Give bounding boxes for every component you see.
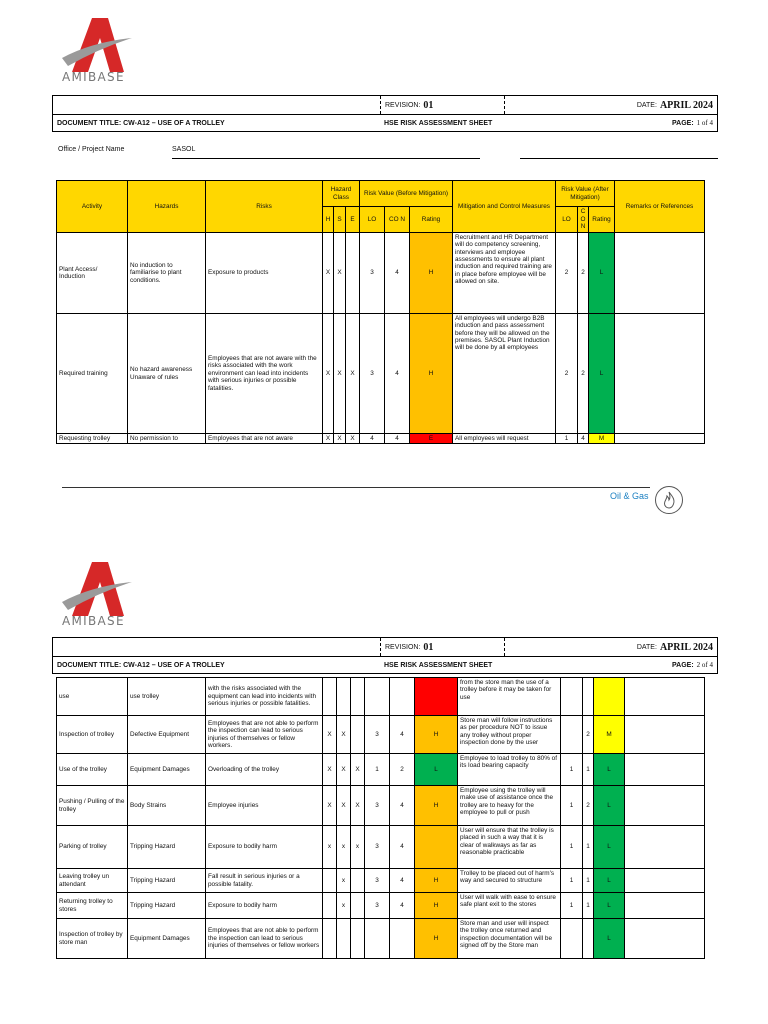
cell-lo-after: 2 [556, 233, 578, 314]
cell-con: 4 [390, 869, 415, 893]
cell-con-after: 1 [583, 893, 594, 919]
cell-rating-after: L [594, 826, 625, 869]
cell-s: X [337, 716, 351, 754]
risk-table-page1 [56, 180, 705, 444]
col-lo-after: LO [556, 207, 578, 233]
cell-lo: 3 [365, 893, 390, 919]
cell-e: X [346, 434, 360, 444]
cell-rating: H [415, 869, 458, 893]
cell-remarks [615, 233, 705, 314]
cell-mitigation: All employees will undergo B2B induction and pass assessment before they will be allowed on the premises. SASOL Plant Induction will be done by all employees [453, 314, 556, 434]
col-rv-before: Risk Value (Before Mitigation) [360, 181, 453, 207]
table-row [57, 786, 705, 826]
sheet-name: HSE RISK ASSESSMENT SHEET [384, 119, 493, 127]
cell-s: X [334, 314, 346, 434]
cell-lo-after: 1 [561, 826, 583, 869]
cell-risks: with the risks associated with the equipment can lead into incidents with serious injuries or possible fatalities. [206, 678, 323, 716]
doc-title: DOCUMENT TITLE: CW-A12 – USE OF A TROLLEY [57, 661, 225, 669]
cell-risks: Employees that are not aware with the risks associated with the work environment can lead into incidents with serious injuries or possible fatalities. [206, 314, 323, 434]
cell-e: X [346, 314, 360, 434]
logo-a-icon [62, 562, 132, 616]
col-lo: LO [360, 207, 385, 233]
amibase-logo [62, 18, 132, 84]
revision-value: 01 [423, 641, 434, 653]
cell-hazards: Equipment Damages [128, 919, 206, 959]
cell-rating: H [410, 314, 453, 434]
cell-con [390, 678, 415, 716]
cell-s: x [337, 893, 351, 919]
cell-activity: Returning trolley to stores [57, 893, 128, 919]
cell-con-after: 4 [578, 434, 589, 444]
cell-mitigation: All employees will request [453, 434, 556, 444]
cell-con-after [583, 919, 594, 959]
cell-rating: H [415, 893, 458, 919]
cell-mitigation: Trolley to be placed out of harm's way and secured to structure [458, 869, 561, 893]
cell-s [337, 678, 351, 716]
cell-hazards: No hazard awareness Unaware of rules [128, 314, 206, 434]
cell-h: X [323, 233, 334, 314]
cell-lo-after: 1 [561, 893, 583, 919]
cell-rating-after: L [594, 869, 625, 893]
footer-divider [62, 487, 650, 488]
cell-s: x [337, 826, 351, 869]
cell-mitigation: Employee to load trolley to 80% of its load bearing capacity [458, 754, 561, 786]
logo-a-icon [62, 18, 132, 72]
cell-lo: 3 [360, 233, 385, 314]
date-label: DATE: [636, 101, 657, 109]
cell-rating-after: L [594, 919, 625, 959]
cell-rating-after [594, 678, 625, 716]
office-value-line [172, 158, 480, 159]
cell-con: 2 [390, 754, 415, 786]
table-row [57, 826, 705, 869]
cell-remarks [625, 716, 705, 754]
cell-e [351, 716, 365, 754]
cell-lo: 3 [365, 716, 390, 754]
col-rv-after: Risk Value (After Mitigation) [556, 181, 615, 207]
col-hazards: Hazards [128, 181, 206, 233]
cell-con: 4 [390, 786, 415, 826]
cell-activity: Requesting trolley [57, 434, 128, 444]
cell-mitigation: Employee using the trolley will make use of assistance once the trolley are to heavy for the employee to pull or push [458, 786, 561, 826]
cell-hazards: use trolley [128, 678, 206, 716]
col-remarks: Remarks or References [615, 181, 705, 233]
cell-risks: Exposure to bodily harm [206, 893, 323, 919]
cell-lo: 3 [365, 826, 390, 869]
project-meta [58, 146, 720, 153]
col-activity: Activity [57, 181, 128, 233]
doc-title: DOCUMENT TITLE: CW-A12 – USE OF A TROLLEY [57, 119, 225, 127]
cell-remarks [625, 786, 705, 826]
office-value: SASOL [172, 146, 196, 153]
table-row [57, 434, 705, 444]
blank-line [520, 158, 718, 159]
col-h: H [323, 207, 334, 233]
revision-label: REVISION: [385, 643, 421, 651]
office-label: Office / Project Name [58, 146, 125, 153]
cell-rating: H [415, 919, 458, 959]
cell-lo: 3 [360, 314, 385, 434]
cell-s: X [334, 233, 346, 314]
cell-con: 4 [390, 826, 415, 869]
cell-e [346, 233, 360, 314]
cell-hazards: Defective Equipment [128, 716, 206, 754]
cell-rating-after: L [589, 233, 615, 314]
cell-remarks [615, 314, 705, 434]
cell-remarks [625, 754, 705, 786]
cell-rating [415, 826, 458, 869]
cell-rating-after: M [594, 716, 625, 754]
cell-s: X [337, 754, 351, 786]
sheet-name: HSE RISK ASSESSMENT SHEET [384, 661, 493, 669]
table-row [57, 233, 705, 314]
cell-con-after: 2 [583, 716, 594, 754]
cell-hazards: Tripping Hazard [128, 893, 206, 919]
cell-h: X [323, 314, 334, 434]
cell-h: X [323, 786, 337, 826]
cell-e [351, 678, 365, 716]
oil-gas-label: Oil & Gas [610, 491, 649, 501]
cell-con-after: 1 [583, 754, 594, 786]
table-row [57, 919, 705, 959]
cell-con-after: 2 [578, 233, 589, 314]
cell-rating: L [415, 754, 458, 786]
cell-lo-after [561, 716, 583, 754]
page-label: PAGE: [672, 119, 694, 127]
cell-hazards: Equipment Damages [128, 754, 206, 786]
cell-rating: E [410, 434, 453, 444]
cell-remarks [625, 678, 705, 716]
cell-activity: Inspection of trolley by store man [57, 919, 128, 959]
table-row [57, 716, 705, 754]
col-rating-after: Rating [589, 207, 615, 233]
cell-risks: Exposure to products [206, 233, 323, 314]
col-risks: Risks [206, 181, 323, 233]
cell-con [390, 919, 415, 959]
cell-risks: Exposure to bodily harm [206, 826, 323, 869]
revision-value: 01 [423, 99, 434, 111]
cell-mitigation: User will ensure that the trolley is placed in such a way that it is clear of walkways as far as reasonable practicable [458, 826, 561, 869]
cell-con-after: 2 [578, 314, 589, 434]
cell-activity: Parking of trolley [57, 826, 128, 869]
cell-h [323, 869, 337, 893]
cell-rating-after: M [589, 434, 615, 444]
logo-text: AMIBASE [62, 614, 125, 628]
cell-lo [365, 678, 390, 716]
cell-h: X [323, 434, 334, 444]
cell-lo-after [561, 678, 583, 716]
cell-rating-after: L [589, 314, 615, 434]
cell-remarks [615, 434, 705, 444]
cell-e [351, 893, 365, 919]
col-mitigation: Mitigation and Control Measures [453, 181, 556, 233]
cell-lo: 3 [365, 869, 390, 893]
table-row [57, 678, 705, 716]
page-number: 2 of 4 [696, 661, 713, 669]
table-row [57, 893, 705, 919]
cell-e: X [351, 754, 365, 786]
cell-risks: Employees that are not aware [206, 434, 323, 444]
cell-activity: Leaving trolley un attendant [57, 869, 128, 893]
cell-hazards: Tripping Hazard [128, 869, 206, 893]
cell-hazards: Tripping Hazard [128, 826, 206, 869]
cell-rating-after: L [594, 893, 625, 919]
cell-activity: Required training [57, 314, 128, 434]
document-header [52, 95, 718, 132]
table-row [57, 869, 705, 893]
cell-lo-after: 1 [556, 434, 578, 444]
cell-con-after: 2 [583, 786, 594, 826]
date-label: DATE: [636, 643, 657, 651]
cell-con-after [583, 678, 594, 716]
cell-remarks [625, 919, 705, 959]
cell-mitigation: User will walk with ease to ensure safe plant exit to the stores [458, 893, 561, 919]
cell-risks: Employees that are not able to perform the inspection can lead to serious injuries of themselves or fellow workers. [206, 716, 323, 754]
flame-icon [654, 485, 684, 515]
cell-e: X [351, 786, 365, 826]
page-number: 1 of 4 [696, 119, 713, 127]
cell-lo: 3 [365, 786, 390, 826]
cell-h: X [323, 754, 337, 786]
col-rating: Rating [410, 207, 453, 233]
cell-e [351, 869, 365, 893]
cell-activity: Inspection of trolley [57, 716, 128, 754]
col-con: CO N [385, 207, 410, 233]
cell-h [323, 893, 337, 919]
cell-rating: H [415, 716, 458, 754]
cell-lo [365, 919, 390, 959]
cell-activity: Use of the trolley [57, 754, 128, 786]
cell-mitigation: Recruitment and HR Department will do competency screening, interviews and employee assessments to ensure all plant induction and required training are in place before employee will be allowed on site. [453, 233, 556, 314]
risk-table-page2 [56, 677, 705, 959]
page-label: PAGE: [672, 661, 694, 669]
col-e: E [346, 207, 360, 233]
cell-mitigation: Store man will follow instructions as per procedure NOT to issue any trolley without proper inspection done by the user [458, 716, 561, 754]
revision-label: REVISION: [385, 101, 421, 109]
cell-s: X [337, 786, 351, 826]
cell-risks: Employees that are not able to perform the inspection can lead to serious injuries of themselves or fellow workers [206, 919, 323, 959]
cell-con: 4 [385, 314, 410, 434]
cell-activity: Pushing / Pulling of the trolley [57, 786, 128, 826]
table-row [57, 754, 705, 786]
cell-remarks [625, 826, 705, 869]
cell-mitigation: from the store man the use of a trolley before it may be taken for use [458, 678, 561, 716]
cell-hazards: No permission to [128, 434, 206, 444]
cell-lo-after: 2 [556, 314, 578, 434]
cell-con-after: 1 [583, 826, 594, 869]
cell-s: x [337, 869, 351, 893]
cell-lo: 1 [365, 754, 390, 786]
cell-e: x [351, 826, 365, 869]
cell-activity: use [57, 678, 128, 716]
cell-rating-after: L [594, 786, 625, 826]
cell-s [337, 919, 351, 959]
cell-rating: H [415, 786, 458, 826]
cell-lo-after: 1 [561, 869, 583, 893]
cell-remarks [625, 893, 705, 919]
table-row [57, 314, 705, 434]
cell-rating [415, 678, 458, 716]
date-value: APRIL 2024 [659, 99, 713, 111]
cell-h [323, 678, 337, 716]
cell-risks: Employee injuries [206, 786, 323, 826]
cell-s: X [334, 434, 346, 444]
cell-con-after: 1 [583, 869, 594, 893]
cell-lo-after: 1 [561, 786, 583, 826]
cell-lo-after [561, 919, 583, 959]
cell-lo-after: 1 [561, 754, 583, 786]
cell-risks: Fall result in serious injuries or a possible fatality. [206, 869, 323, 893]
amibase-logo-2 [62, 562, 132, 628]
cell-e [351, 919, 365, 959]
cell-rating: H [410, 233, 453, 314]
col-con-after: C O N [578, 207, 589, 233]
cell-h: X [323, 716, 337, 754]
cell-hazards: No induction to familiarise to plant conditions. [128, 233, 206, 314]
cell-hazards: Body Strains [128, 786, 206, 826]
cell-risks: Overloading of the trolley [206, 754, 323, 786]
cell-con: 4 [390, 716, 415, 754]
cell-lo: 4 [360, 434, 385, 444]
cell-h [323, 919, 337, 959]
cell-con: 4 [390, 893, 415, 919]
cell-mitigation: Store man and user will inspect the trolley once returned and inspection documentation will be signed off by the Store man [458, 919, 561, 959]
date-value: APRIL 2024 [659, 641, 713, 653]
cell-rating-after: L [594, 754, 625, 786]
cell-activity: Plant Access/ Induction [57, 233, 128, 314]
logo-text: AMIBASE [62, 70, 125, 84]
cell-h: x [323, 826, 337, 869]
cell-con: 4 [385, 434, 410, 444]
cell-remarks [625, 869, 705, 893]
col-s: S [334, 207, 346, 233]
cell-con: 4 [385, 233, 410, 314]
col-hazard-class: Hazard Class [323, 181, 360, 207]
document-header-2 [52, 637, 718, 674]
